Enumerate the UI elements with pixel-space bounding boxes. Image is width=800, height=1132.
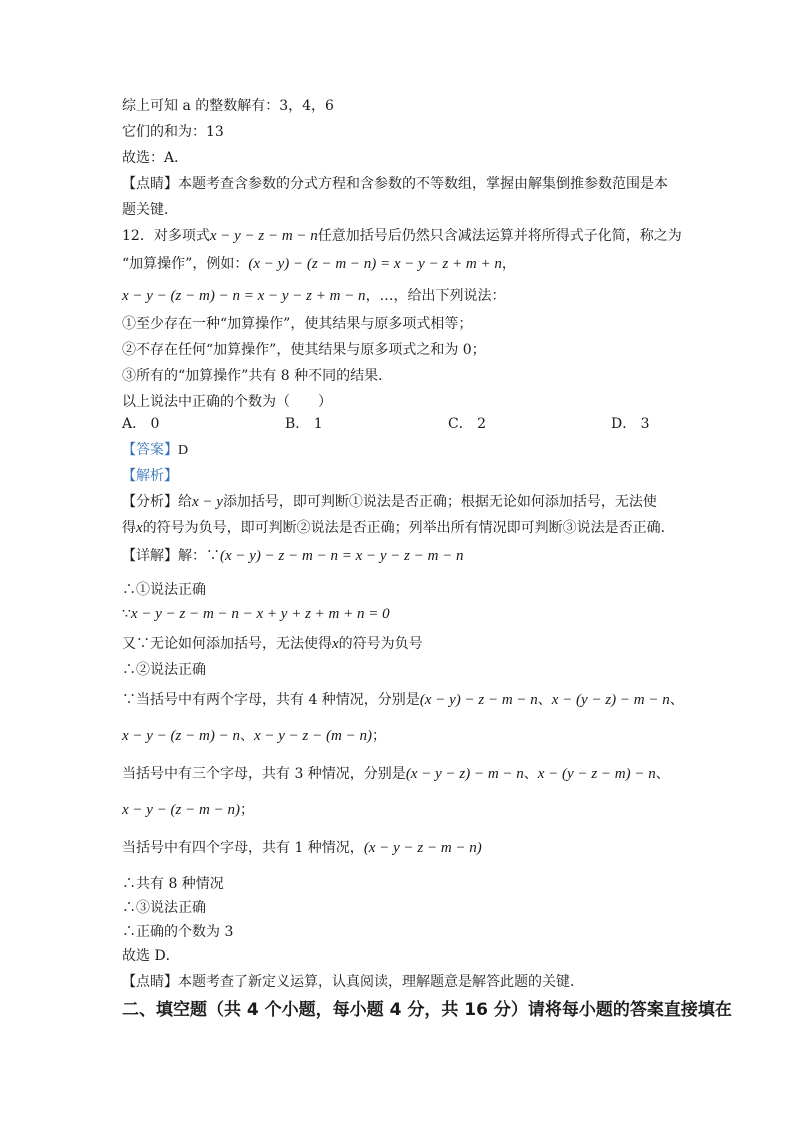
math-expression: x − y − z − (m − n) [253,728,372,744]
detail-line: ∴①说法正确 [122,582,206,598]
analysis-line [122,492,657,512]
option-a: A． 0 [122,416,160,432]
text-line [122,254,516,274]
text-line [122,286,506,306]
text: 又∵无论如何添加括号，无法使得 [122,636,332,652]
detail-line [122,726,386,746]
option-c: C． 2 [448,416,487,432]
analysis-tag: 【解析】 [122,468,178,484]
answer-value: D [178,443,189,458]
text: “加算操作”，例如： [122,256,249,272]
option-d: D． 3 [611,416,650,432]
statement-3: ③所有的“加算操作”共有 8 种不同的结果． [122,368,393,384]
detail-line [122,634,423,654]
text-line: 它们的和为：13 [122,124,224,140]
statement-1: ①至少存在一种“加算操作”，使其结果与原多项式相等； [122,316,473,332]
text: 【详解】解：∵ [122,548,220,564]
detail-line [122,838,482,858]
text-line: 故选：A． [122,150,189,166]
detail-line [122,546,464,566]
detail-line: ∴②说法正确 [122,662,206,678]
detail-line: ∴③说法正确 [122,900,206,916]
text: ∵ [122,606,131,622]
text-line: 【点睛】本题考查含参数的分式方程和含参数的不等数组，掌握由解集倒推参数范围是本 [122,176,668,192]
separator: 、 [239,728,254,744]
math-expression: x − y − (z − m − n) [122,802,240,818]
math-expression: x − y [192,494,223,510]
math-expression: x − y − (z − m) − n = x − y − z + m − n [122,288,366,304]
math-expression: (x − y) − z − m − n [419,692,538,708]
text: ∵当括号中有两个字母，共有 4 种情况，分别是 [122,692,420,708]
text: 任意加括号后仍然只含减法运算并将所得式子化简，称之为 [317,228,682,244]
text: 当括号中有四个字母，共有 1 种情况， [122,840,364,856]
text: 添加括号，即可判断①说法是否正确；根据无论如何添加括号，无法使 [222,494,657,510]
analysis-line [122,518,675,538]
detail-line [122,800,254,820]
option-b: B． 1 [285,416,323,432]
math-expression: (x − y) − (z − m − n) = x − y − z + m + n [248,256,502,272]
text: ，…，给出下列说法： [365,288,506,304]
question-prompt: 以上说法中正确的个数为（ ） [122,394,332,410]
detail-line: 故选 D． [122,948,180,964]
math-expression: (x − y) − z − m − n = x − y − z − m − n [220,548,464,564]
detail-line [122,764,670,784]
separator: 、 [537,692,552,708]
math-variable: x [136,520,143,536]
text-line: 题关键． [122,202,178,218]
math-expression: x − y − z − m − n [209,228,318,244]
question-12-stem [122,226,682,246]
text: 的符号为负号，即可判断②说法是否正确；列举出所有情况即可判断③说法是否正确． [142,520,675,536]
math-expression: (x − y − z − m − n) [363,840,482,856]
detail-line [122,604,390,624]
statement-2: ②不存在任何“加算操作”，使其结果与原多项式之和为 0； [122,342,486,358]
text: 【分析】给 [122,494,192,510]
separator: ； [371,728,386,744]
separator: 、 [669,692,684,708]
text-line: 综上可知 a 的整数解有：3，4，6 [122,98,334,114]
separator: 、 [523,766,538,782]
math-expression: x − (y − z) − m − n [551,692,670,708]
answer-line [122,440,188,461]
answer-tag: 【答案】 [122,442,178,458]
text: 的符号为负号 [338,636,423,652]
math-variable: x [332,636,339,652]
separator: ； [239,802,254,818]
text: 得 [122,520,136,536]
text: ， [501,256,516,272]
detail-line: ∴共有 8 种情况 [122,876,224,892]
math-expression: x − (y − z − m) − n [537,766,656,782]
math-expression: x − y − z − m − n − x + y + z + m + n = 0 [130,606,390,622]
text: 当括号中有三个字母，共有 3 种情况，分别是 [122,766,406,782]
detail-line: ∴正确的个数为 3 [122,924,234,940]
detail-line [122,690,684,710]
question-number: 12．对多项式 [122,228,210,244]
section-heading: 二、填空题（共 4 个小题，每小题 4 分，共 16 分）请将每小题的答案直接填在 [122,1000,732,1020]
text-line: 【点睛】本题考查了新定义运算，认真阅读，理解题意是解答此题的关键． [122,974,584,990]
math-expression: x − y − (z − m) − n [122,728,240,744]
math-expression: (x − y − z) − m − n [405,766,524,782]
separator: 、 [655,766,670,782]
